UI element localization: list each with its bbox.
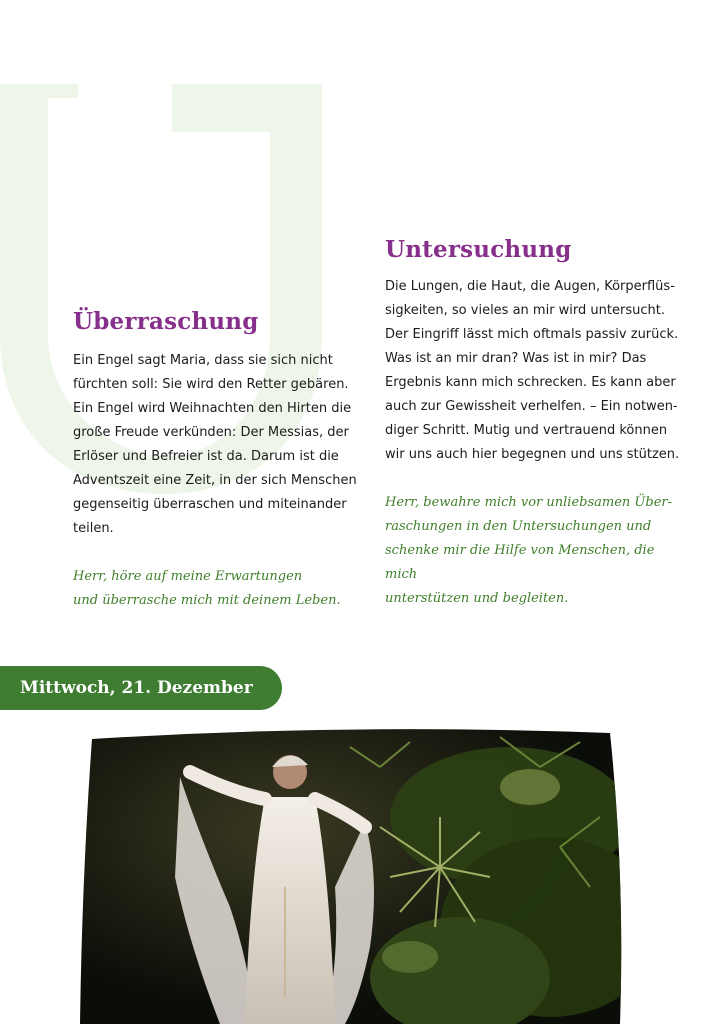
column-ueberraschung (73, 308, 363, 613)
column-untersuchung (385, 236, 685, 611)
heading-ueberraschung: Überraschung (73, 308, 259, 335)
photo-angel-night-scene (80, 727, 623, 1024)
body-text-untersuchung: Die Lungen, die Haut, die Augen, Körperflüs- sigkeiten, so vieles an mir wird untersucht. Der Eingriff lässt mich oftmals passiv zurück. Was ist an mir dran? Was ist in mir? Das Ergebnis kann mich schrecken. Es kann aber auch zur Gewissheit verhelfen. – Ein notwen- diger Schritt. Mutig und vertrauend können wir uns auch hier begegnen und uns stützen. (385, 279, 680, 462)
prayer-untersuchung: Herr, bewahre mich vor unliebsamen Über- raschungen in den Untersuchungen und schenke mir die Hilfe von Menschen, die mich unterstützen und begleiten. (385, 495, 672, 606)
body-text-ueberraschung: Ein Engel sagt Maria, dass sie sich nicht fürchten soll: Sie wird den Retter gebären. Ein Engel wird Weihnachten den Hirten die große Freude verkünden: Der Messias, der Erlöser und Befreier ist da. Darum ist die Adventszeit eine Zeit, in der sich Menschen gegenseitig überraschen und miteinander teilen. (73, 353, 357, 536)
prayer-ueberraschung: Herr, höre auf meine Erwartungen und überrasche mich mit deinem Leben. (73, 569, 341, 608)
date-banner: Mittwoch, 21. Dezember (0, 666, 282, 710)
heading-untersuchung: Untersuchung (385, 236, 572, 263)
